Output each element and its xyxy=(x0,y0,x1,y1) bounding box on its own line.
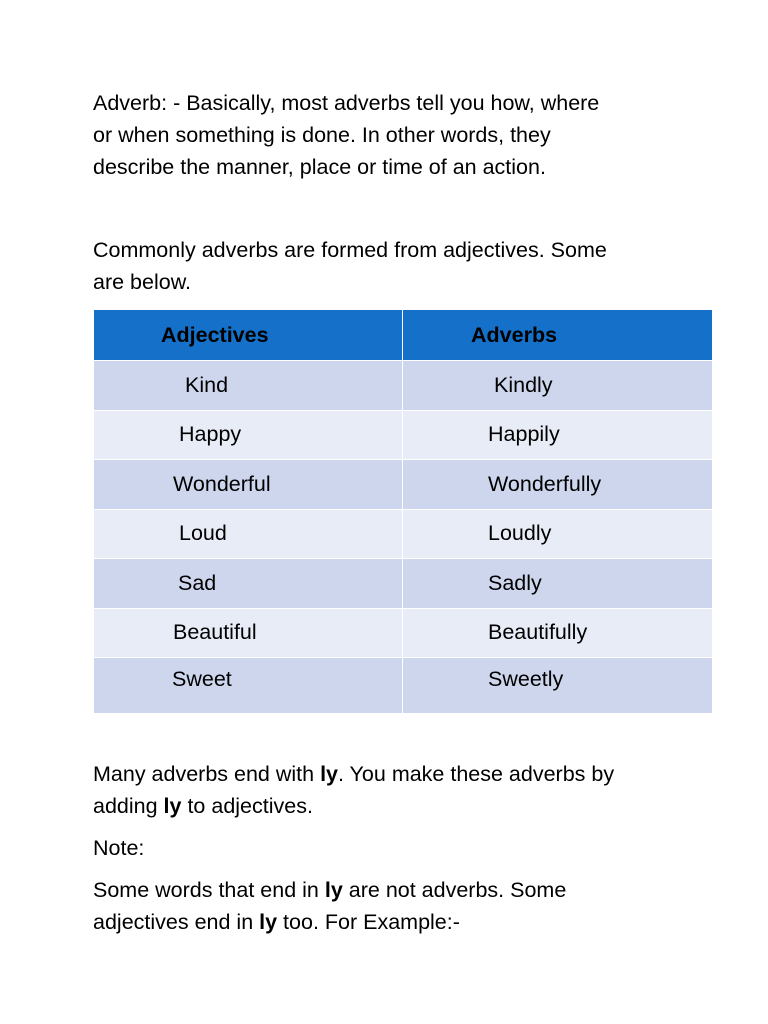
table-row xyxy=(94,509,713,559)
table-row xyxy=(94,608,713,658)
table-row xyxy=(94,361,713,411)
table-header-row xyxy=(94,310,713,361)
text-fragment: Some words that end in xyxy=(93,878,325,902)
adjective-cell: Wonderful xyxy=(94,460,403,510)
adverb-cell: Kindly xyxy=(403,361,713,411)
adverb-cell: Sadly xyxy=(403,559,713,609)
commonly-paragraph xyxy=(93,234,693,298)
bold-ly: ly xyxy=(259,910,278,934)
adjective-cell: Loud xyxy=(94,509,403,559)
adverb-cell: Beautifully xyxy=(403,608,713,658)
adjective-cell: Sad xyxy=(94,559,403,609)
bold-ly: ly xyxy=(324,878,343,902)
table-row xyxy=(94,658,713,714)
text-fragment: are not adverbs. Some xyxy=(342,878,567,902)
adverb-cell: Happily xyxy=(403,410,713,460)
intro-line-1: Adverb: - Basically, most adverbs tell you how, where xyxy=(93,91,600,115)
text-fragment: . You make these adverbs by xyxy=(338,762,615,786)
table-row xyxy=(94,559,713,609)
commonly-line-1: Commonly adverbs are formed from adjectives. Some xyxy=(93,238,607,262)
text-fragment: adding xyxy=(93,794,164,818)
adjective-cell: Kind xyxy=(94,361,403,411)
adjective-cell: Happy xyxy=(94,410,403,460)
adjective-adverb-table xyxy=(93,309,713,714)
adverb-cell: Wonderfully xyxy=(403,460,713,510)
table-row xyxy=(94,460,713,510)
intro-line-3: describe the manner, place or time of an action. xyxy=(93,155,546,179)
adverb-cell: Loudly xyxy=(403,509,713,559)
bold-ly: ly xyxy=(163,794,182,818)
text-fragment: to adjectives. xyxy=(181,794,313,818)
text-fragment: too. For Example:- xyxy=(277,910,460,934)
bold-ly: ly xyxy=(320,762,338,786)
text-fragment: adjectives end in xyxy=(93,910,260,934)
text-fragment: Many adverbs end with xyxy=(93,762,321,786)
adjective-cell: Beautiful xyxy=(94,608,403,658)
many-adverbs-paragraph xyxy=(93,758,693,822)
adverb-cell: Sweetly xyxy=(403,658,713,714)
intro-paragraph xyxy=(93,87,693,183)
some-words-paragraph xyxy=(93,874,693,938)
header-adverbs: Adverbs xyxy=(403,310,713,361)
note-label: Note: xyxy=(93,836,145,860)
intro-line-2: or when something is done. In other words, they xyxy=(93,123,551,147)
table-row xyxy=(94,410,713,460)
commonly-line-2: are below. xyxy=(93,270,192,294)
adjective-cell: Sweet xyxy=(94,658,403,714)
header-adjectives: Adjectives xyxy=(94,310,403,361)
